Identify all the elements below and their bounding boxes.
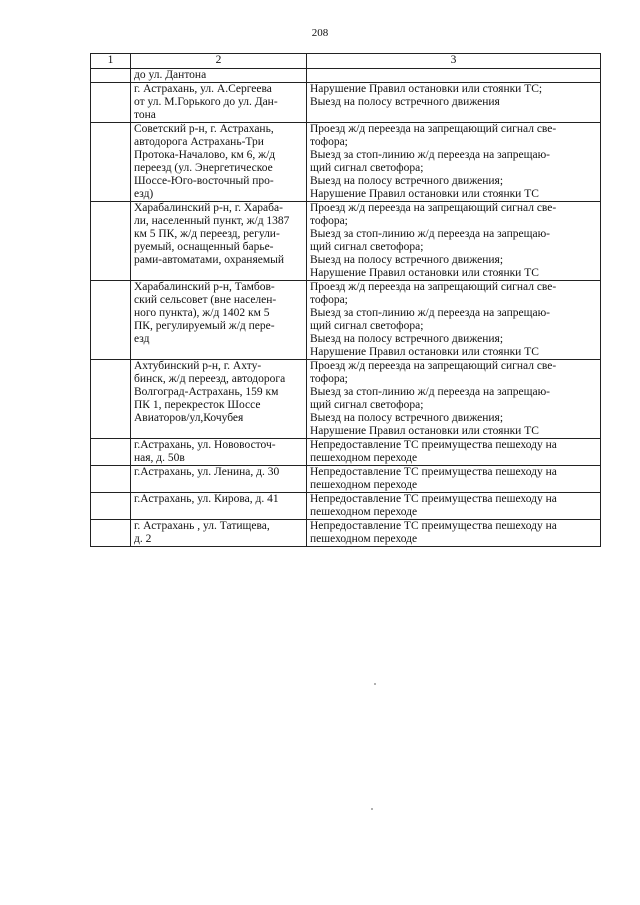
place-line: г.Астрахань, ул. Нововосточ- xyxy=(134,439,276,451)
violation-line: Нарушение Правил остановки или стоянки ТС xyxy=(310,188,539,200)
violation-line: Выезд на полосу встречного движения xyxy=(310,96,500,108)
place-line: ПК 1, перекресток Шоссе xyxy=(134,399,261,411)
violation-line: Выезд за стоп-линию ж/д переезда на запрещаю- xyxy=(310,228,551,240)
place-line: езд xyxy=(134,333,150,345)
place-line: Шоссе-Юго-восточный про- xyxy=(134,175,274,187)
violation-line: тофора; xyxy=(310,373,348,385)
table-row xyxy=(91,123,601,202)
table-row xyxy=(91,202,601,281)
violation-line: Непредоставление ТС преимущества пешеходу на xyxy=(310,439,557,451)
violation-cell xyxy=(307,439,601,466)
place-line: переезд (ул. Энергетическое xyxy=(134,162,273,174)
header-col-3: 3 xyxy=(307,54,601,69)
violation-line: Выезд на полосу встречного движения; xyxy=(310,254,504,266)
row-number-cell xyxy=(91,466,131,493)
place-cell xyxy=(131,439,307,466)
violation-line: тофора; xyxy=(310,215,348,227)
row-number-cell xyxy=(91,83,131,123)
place-line: от ул. М.Горького до ул. Дан- xyxy=(134,96,278,108)
row-number-cell xyxy=(91,281,131,360)
violation-line: Выезд за стоп-линию ж/д переезда на запрещаю- xyxy=(310,307,551,319)
place-line: тона xyxy=(134,109,156,121)
page-number: 208 xyxy=(311,27,329,39)
place-line: автодорога Астрахань-Три xyxy=(134,136,264,148)
violation-line: щий сигнал светофора; xyxy=(310,399,424,411)
violation-cell xyxy=(307,123,601,202)
violation-line: Непредоставление ТС преимущества пешеходу на xyxy=(310,520,557,532)
place-cell xyxy=(131,83,307,123)
table-row xyxy=(91,520,601,547)
place-line: ная, д. 50в xyxy=(134,452,185,464)
place-line: ПК, регулируемый ж/д пере- xyxy=(134,320,275,332)
violation-line: Проезд ж/д переезда на запрещающий сигнал све- xyxy=(310,281,557,293)
place-line: г. Астрахань , ул. Татищева, xyxy=(134,520,270,532)
place-cell xyxy=(131,360,307,439)
header-col-2: 2 xyxy=(131,54,307,69)
place-line: Авиаторов/ул,Кочубея xyxy=(134,412,244,424)
violation-line: Выезд на полосу встречного движения; xyxy=(310,175,504,187)
violation-line: Выезд на полосу встречного движения; xyxy=(310,412,504,424)
place-cell xyxy=(131,281,307,360)
violation-line: пешеходном переходе xyxy=(310,533,418,545)
row-number-cell xyxy=(91,69,131,83)
place-line: Советский р-н, г. Астрахань, xyxy=(134,123,274,135)
place-cell: до ул. Дантона xyxy=(131,69,307,83)
place-line: Протока-Началово, км 6, ж/д xyxy=(134,149,276,161)
violation-line: Проезд ж/д переезда на запрещающий сигнал све- xyxy=(310,123,557,135)
table-row xyxy=(91,439,601,466)
scan-speck xyxy=(371,808,373,810)
row-number-cell xyxy=(91,493,131,520)
place-cell xyxy=(131,202,307,281)
table-row xyxy=(91,360,601,439)
violation-line: щий сигнал светофора; xyxy=(310,241,424,253)
place-line: ли, населенный пункт, ж/д 1387 xyxy=(134,215,290,227)
place-line: Ахтубинский р-н, г. Ахту- xyxy=(134,360,262,372)
violation-cell xyxy=(307,83,601,123)
violation-line: Непредоставление ТС преимущества пешеходу на xyxy=(310,466,557,478)
violation-line: тофора; xyxy=(310,136,348,148)
violation-line: Проезд ж/д переезда на запрещающий сигнал све- xyxy=(310,202,557,214)
violation-cell xyxy=(307,520,601,547)
place-line: г. Астрахань, ул. А.Сергеева xyxy=(134,83,272,95)
violation-line: Выезд на полосу встречного движения; xyxy=(310,333,504,345)
continuation-row xyxy=(91,69,601,83)
table-row xyxy=(91,281,601,360)
place-line: д. 2 xyxy=(134,533,152,545)
row-number-cell xyxy=(91,123,131,202)
violations-table xyxy=(90,53,601,547)
violation-line: Непредоставление ТС преимущества пешеходу на xyxy=(310,493,557,505)
place-cell xyxy=(131,466,307,493)
violation-line: Выезд за стоп-линию ж/д переезда на запрещаю- xyxy=(310,386,551,398)
violation-cell xyxy=(307,493,601,520)
place-line: Харабалинский р-н, Тамбов- xyxy=(134,281,275,293)
table-row xyxy=(91,466,601,493)
place-line: Волгоград-Астрахань, 159 км xyxy=(134,386,279,398)
violation-line: щий сигнал светофора; xyxy=(310,162,424,174)
place-line: г.Астрахань, ул. Ленина, д. 30 xyxy=(134,466,280,478)
header-row xyxy=(91,54,601,69)
violation-cell xyxy=(307,281,601,360)
violation-line: пешеходном переходе xyxy=(310,506,418,518)
place-cell xyxy=(131,123,307,202)
row-number-cell xyxy=(91,439,131,466)
violation-cell xyxy=(307,360,601,439)
place-cell xyxy=(131,520,307,547)
violation-line: Проезд ж/д переезда на запрещающий сигнал све- xyxy=(310,360,557,372)
place-line: рами-автоматами, охраняемый xyxy=(134,254,284,266)
violation-line: Нарушение Правил остановки или стоянки ТС xyxy=(310,267,539,279)
violation-line: щий сигнал светофора; xyxy=(310,320,424,332)
place-line: Харабалинский р-н, г. Хараба- xyxy=(134,202,283,214)
table-row xyxy=(91,493,601,520)
violation-line: Выезд за стоп-линию ж/д переезда на запрещаю- xyxy=(310,149,551,161)
row-number-cell xyxy=(91,202,131,281)
row-number-cell xyxy=(91,520,131,547)
violation-cell xyxy=(307,69,601,83)
violation-line: тофора; xyxy=(310,294,348,306)
place-line: ного пункта), ж/д 1402 км 5 xyxy=(134,307,270,319)
scan-speck xyxy=(374,683,376,685)
violation-cell xyxy=(307,202,601,281)
violation-line: Нарушение Правил остановки или стоянки ТС xyxy=(310,425,539,437)
place-line: езд) xyxy=(134,188,154,200)
violation-cell xyxy=(307,466,601,493)
place-cell xyxy=(131,493,307,520)
place-line: км 5 ПК, ж/д переезд, регули- xyxy=(134,228,280,240)
violation-line: пешеходном переходе xyxy=(310,452,418,464)
violation-line: Нарушение Правил остановки или стоянки ТС; xyxy=(310,83,543,95)
violation-line: Нарушение Правил остановки или стоянки ТС xyxy=(310,346,539,358)
violation-line: пешеходном переходе xyxy=(310,479,418,491)
table-row xyxy=(91,83,601,123)
place-line: бинск, ж/д переезд, автодорога xyxy=(134,373,286,385)
place-line: руемый, оснащенный барье- xyxy=(134,241,274,253)
row-number-cell xyxy=(91,360,131,439)
header-col-1: 1 xyxy=(91,54,131,69)
place-line: г.Астрахань, ул. Кирова, д. 41 xyxy=(134,493,279,505)
place-line: ский сельсовет (вне населен- xyxy=(134,294,277,306)
